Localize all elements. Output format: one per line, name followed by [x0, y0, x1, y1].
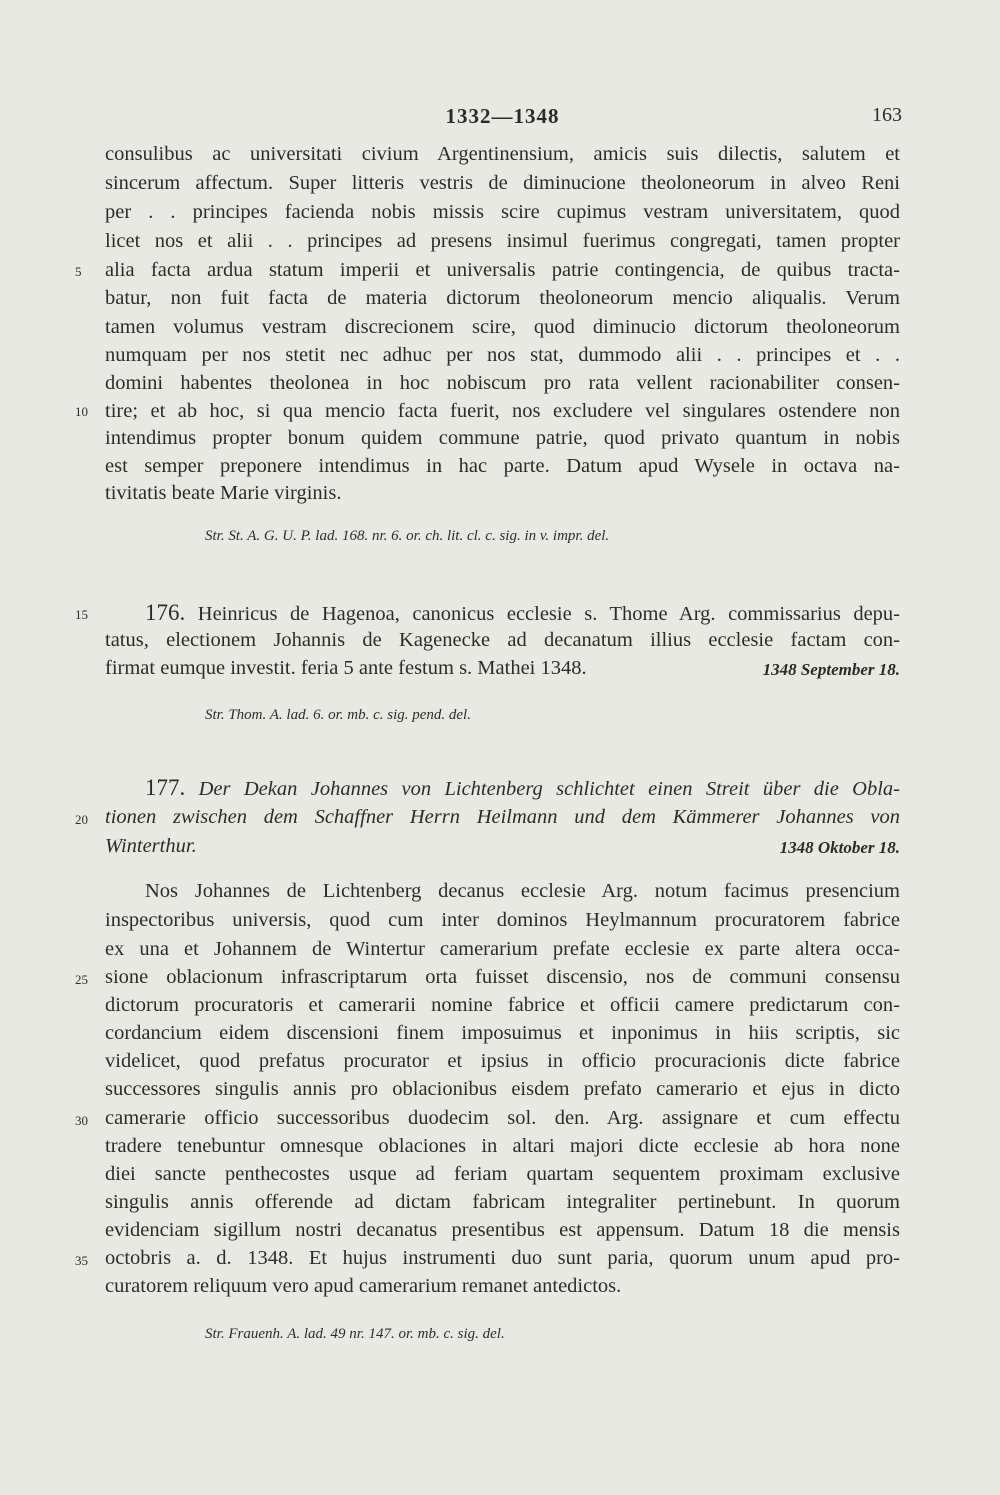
- text-line: octobris a. d. 1348. Et hujus instrumenti duo sunt paria, quorum unum apud pro-: [105, 1247, 900, 1269]
- text-line: curatorem reliquum vero apud camerarium remanet antedictos.: [105, 1275, 622, 1297]
- text-line: est semper preponere intendimus in hac parte. Datum apud Wysele in octava na-: [105, 455, 900, 477]
- entry-176-line: tatus, electionem Johannis de Kagenecke ad decanatum illius ecclesie factam con-: [105, 629, 900, 651]
- text-line: videlicet, quod prefatus procurator et ipsius in officio procuracionis dicte fabrice: [105, 1050, 900, 1072]
- text-line: tamen volumus vestram discrecionem scire, quod diminucio dictorum theoloneorum: [105, 316, 900, 338]
- entry-176-line: [145, 598, 900, 627]
- entry-176-line: firmat eumque investit. feria 5 ante festum s. Mathei 1348.: [105, 657, 587, 679]
- line-number: 35: [75, 1253, 88, 1268]
- text-line: successores singulis annis pro oblacionibus eisdem prefato camerario et ejus in dicto: [105, 1078, 900, 1100]
- text-line: intendimus propter bonum quidem commune patrie, quod privato quantum in nobis: [105, 427, 900, 449]
- text-line: licet nos et alii . . principes ad presens insimul fuerimus congregati, tamen propter: [105, 230, 900, 252]
- text-line: sione oblacionum infrascriptarum orta fuisset discensio, nos de communi consensu: [105, 966, 900, 988]
- line-number: 15: [75, 607, 88, 622]
- running-header: [105, 104, 900, 134]
- text-line: batur, non fuit facta de materia dictorum theoloneorum mencio aliqualis. Verum: [105, 287, 900, 309]
- text-line: sincerum affectum. Super litteris vestris de diminucione theoloneorum in alveo Reni: [105, 172, 900, 194]
- text-line: dictorum procuratoris et camerarii nomine fabrice et officii camere predictarum con-: [105, 994, 900, 1016]
- line-number: 25: [75, 972, 88, 987]
- line-number: 5: [75, 264, 82, 279]
- entry-date: 1348 Oktober 18.: [779, 838, 900, 857]
- text-line: tire; et ab hoc, si qua mencio facta fuerit, nos excludere vel singulares ostendere non: [105, 400, 900, 422]
- text-line: numquam per nos stetit nec adhuc per nos stat, dummodo alii . . principes et . .: [105, 344, 900, 366]
- line-number: 20: [75, 812, 88, 827]
- text-line: alia facta ardua statum imperii et universalis patrie contingencia, de quibus tracta-: [105, 259, 900, 281]
- entry-177-line: Winterthur.: [105, 835, 197, 857]
- text-line: cordancium eidem discensioni finem imposuimus et inponimus in hiis scriptis, sic: [105, 1022, 900, 1044]
- text-line: evidenciam sigillum nostri decanatus presentibus est appensum. Datum 18 die mensis: [105, 1219, 900, 1241]
- entry-title: Der Dekan Johannes von Lichtenberg schlichtet einen Streit über die Obla-: [198, 778, 901, 800]
- entry-177-line: tionen zwischen dem Schaffner Herrn Heilmann und dem Kämmerer Johannes von: [105, 806, 900, 828]
- entry-177-line: [145, 773, 900, 802]
- text-line: inspectoribus universis, quod cum inter dominos Heylmannum procuratorem fabrice: [105, 909, 900, 931]
- source-citation: Str. Thom. A. lad. 6. or. mb. c. sig. pend. del.: [205, 707, 471, 723]
- text-line: per . . principes facienda nobis missis scire cupimus vestram universitatem, quod: [105, 201, 900, 223]
- line-number: 30: [75, 1113, 88, 1128]
- page-year-range: 1332—1348: [445, 104, 560, 128]
- text-line: tradere tenebuntur omnesque oblaciones in altari majori dicte ecclesie ab hora none: [105, 1135, 900, 1157]
- source-citation: Str. St. A. G. U. P. lad. 168. nr. 6. or. ch. lit. cl. c. sig. in v. impr. del.: [205, 528, 610, 544]
- entry-date: 1348 September 18.: [762, 660, 900, 679]
- text-line: ex una et Johannem de Wintertur camerarium prefate ecclesie ex parte altera occa-: [105, 938, 900, 960]
- text-line: diei sancte penthecostes usque ad feriam quartam sequentem proximam exclusive: [105, 1163, 900, 1185]
- text-line: singulis annis offerende ad dictam fabricam integraliter pertinebunt. In quorum: [105, 1191, 900, 1213]
- text-line: consulibus ac universitati civium Argentinensium, amicis suis dilectis, salutem et: [105, 143, 900, 165]
- entry-text: Heinricus de Hagenoa, canonicus ecclesie s. Thome Arg. commissarius depu-: [197, 603, 901, 625]
- text-line: camerarie officio successoribus duodecim sol. den. Arg. assignare et cum effectu: [105, 1107, 900, 1129]
- text-line: tivitatis beate Marie virginis.: [105, 482, 342, 504]
- text-line: domini habentes theolonea in hoc nobiscum pro rata vellent racionabiliter consen-: [105, 372, 900, 394]
- page-number: 163: [872, 104, 902, 126]
- text-line: Nos Johannes de Lichtenberg decanus ecclesie Arg. notum facimus presencium: [145, 880, 900, 902]
- entry-number: 177.: [145, 775, 186, 800]
- entry-number: 176.: [145, 600, 186, 625]
- source-citation: Str. Frauenh. A. lad. 49 nr. 147. or. mb. c. sig. del.: [205, 1326, 505, 1342]
- line-number: 10: [75, 404, 88, 419]
